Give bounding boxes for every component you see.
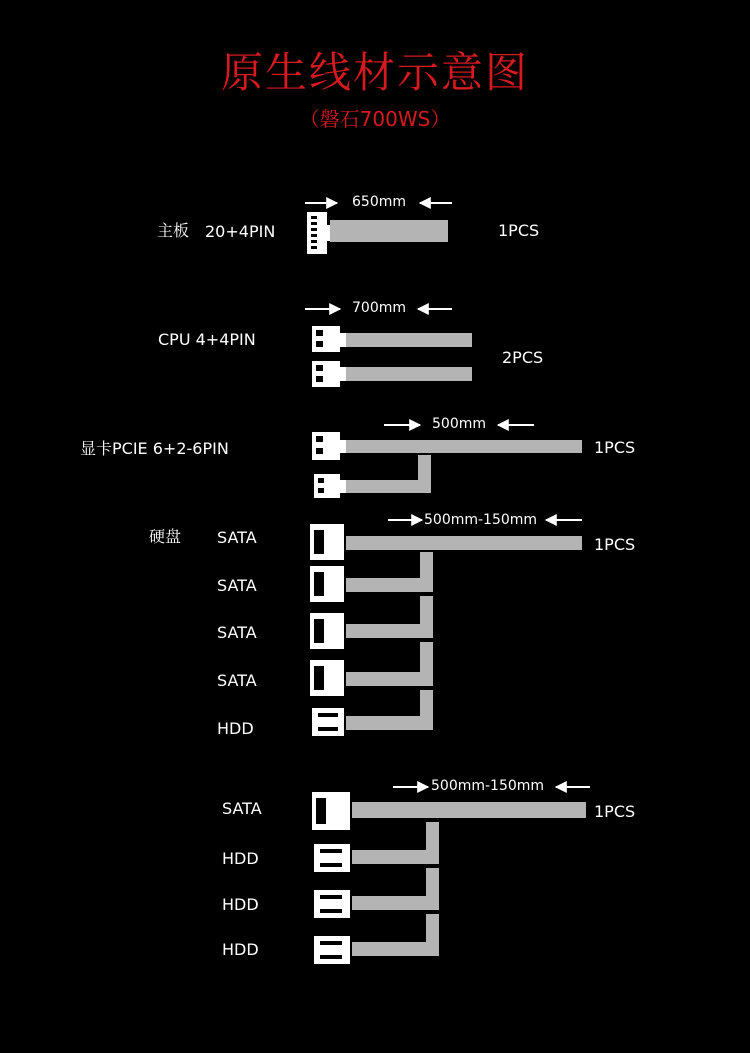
cpu-length: 700mm [352, 300, 406, 316]
motherboard-connector: 20+4PIN [205, 222, 276, 241]
sata-connector-icon-1 [310, 524, 344, 560]
storage-b-length: 500mm-150mm [431, 778, 545, 794]
storage-b-connector-1: SATA [222, 799, 262, 818]
gpu-connector: 显卡PCIE 6+2-6PIN [80, 439, 229, 458]
gpu-cable [312, 425, 582, 498]
page-title: 原生线材示意图 [220, 48, 529, 97]
hdd-molex-connector-icon [312, 708, 344, 736]
storage-b-quantity: 1PCS [594, 802, 636, 821]
sata-connector-icon-5 [312, 792, 350, 830]
cpu-connector-icon-2 [312, 361, 346, 387]
pcie-connector-icon-1 [312, 432, 346, 460]
storage-category: 硬盘 [149, 527, 182, 546]
pcie-connector-icon-2 [314, 474, 346, 498]
hdd-molex-connector-icon-4 [314, 936, 350, 964]
sata-connector-icon-3 [310, 613, 344, 649]
storage-a-connector-3: SATA [217, 623, 257, 642]
storage-a-quantity: 1PCS [594, 535, 636, 554]
storage-b-connector-3: HDD [222, 895, 259, 914]
storage-a-connector-5: HDD [217, 719, 254, 738]
storage-a-connector-4: SATA [217, 671, 257, 690]
gpu-quantity: 1PCS [594, 438, 636, 457]
cpu-cables [305, 309, 472, 387]
motherboard-cable [305, 203, 452, 254]
motherboard-length: 650mm [352, 194, 406, 210]
cpu-quantity: 2PCS [502, 348, 544, 367]
storage-cable-b [312, 787, 590, 964]
page-subtitle: （磐石700WS） [299, 107, 451, 131]
sata-connector-icon-2 [310, 566, 344, 602]
gpu-length: 500mm [432, 416, 486, 432]
sata-connector-icon-4 [310, 660, 344, 696]
storage-b-connector-2: HDD [222, 849, 259, 868]
storage-a-connector-1: SATA [217, 528, 257, 547]
cpu-connector: CPU 4+4PIN [158, 330, 256, 349]
cable-bar [330, 220, 448, 242]
storage-cable-a [310, 520, 582, 736]
storage-a-length: 500mm-150mm [424, 512, 538, 528]
hdd-molex-connector-icon-3 [314, 890, 350, 918]
cpu-connector-icon-1 [312, 326, 346, 352]
atx-24pin-connector-icon [307, 212, 330, 254]
hdd-molex-connector-icon-2 [314, 844, 350, 872]
storage-b-connector-4: HDD [222, 940, 259, 959]
storage-a-connector-2: SATA [217, 576, 257, 595]
motherboard-quantity: 1PCS [498, 221, 540, 240]
motherboard-category: 主板 [157, 221, 190, 240]
